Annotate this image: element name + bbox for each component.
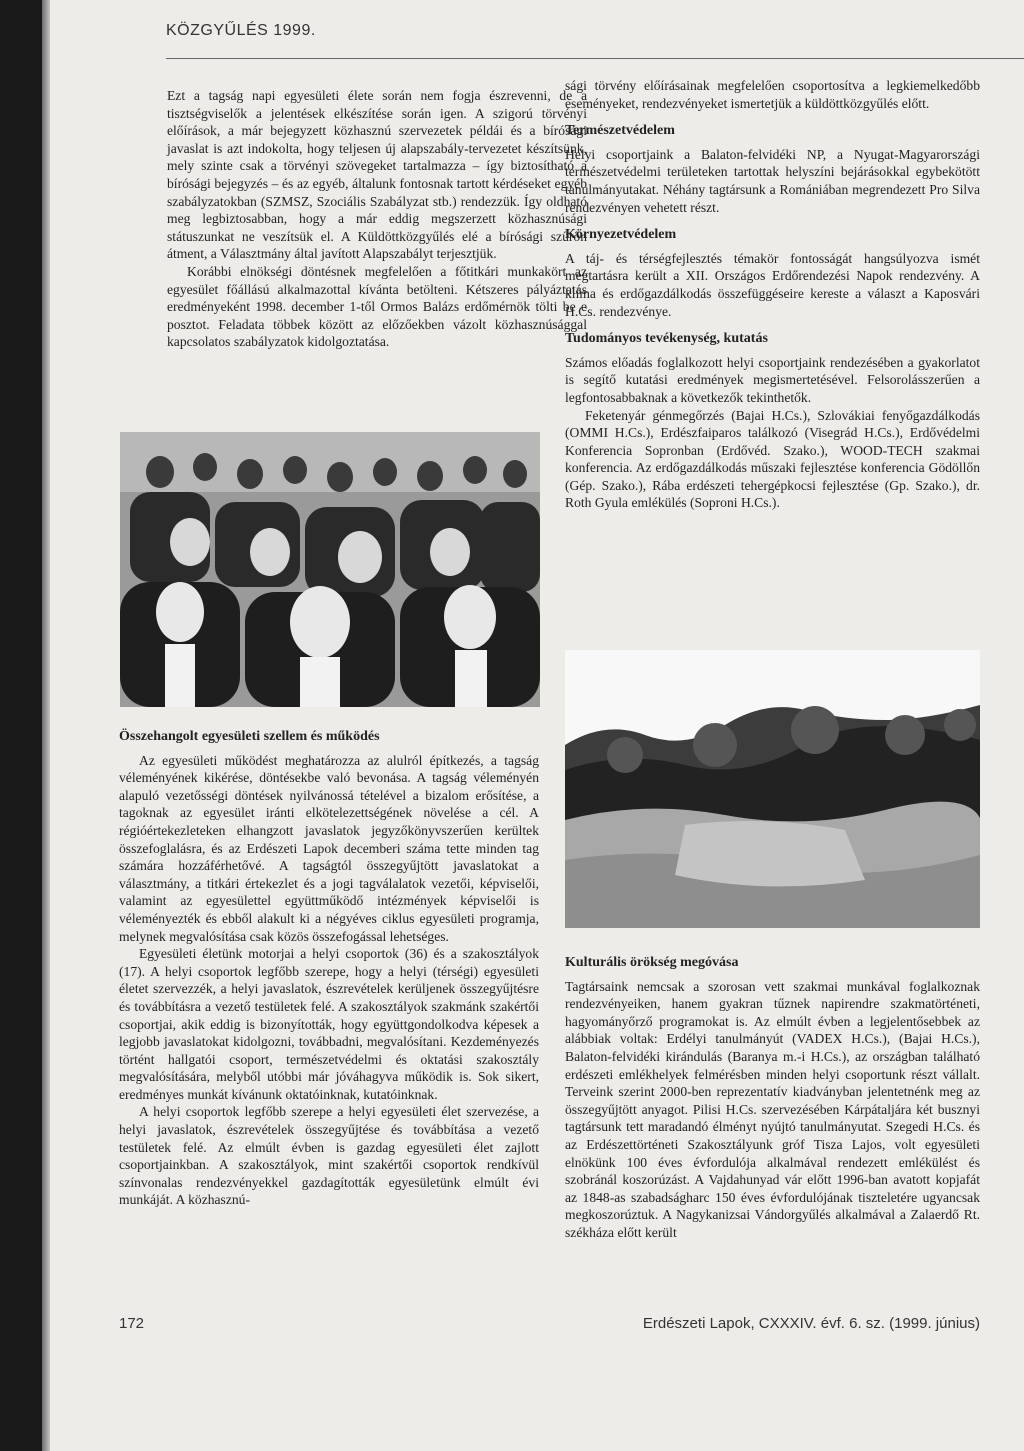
shrubland-landscape-photo <box>565 650 980 928</box>
paragraph: A helyi csoportok legfőbb szerepe a helyi egyesületi élet szervezése, a helyi javaslatok, észrevételek összegyűjtése és továbbítása a vezető testületek felé. Az elmúlt évben is gazdag egyesületi élet zajlott csoportjainkban. A szakosztályok, mint szakértői csoportok rendkívül színvonalas rendezvényekkel gazdagították egyesületünk elmúlt évi munkáját. A közhasznú- <box>119 1104 539 1208</box>
journal-citation: Erdészeti Lapok, CXXXIV. évf. 6. sz. (1999. június) <box>642 1315 980 1332</box>
section-heading: Összehangolt egyesületi szellem és működés <box>119 729 380 744</box>
paragraph: Az egyesületi működést meghatározza az alulról építkezés, a tagság véleményének kikérése, döntésekbe való bevonása. A tagság véleményén alapuló vezetősségi döntések nyilvánossá tételével a bizalom erősítése, a tagoknak az egyesület iránti elkötelezettségének növelése a cél. A régióértekezleteken elhangzott javaslatok jegyzőkönyvszerűen kerültek összefoglalásra, és az Erdészeti Lapok decemberi száma tette minden tag számára hozzáférhetővé. A tagságtól összegyűjtött javaslatokat a választmány, a titkári értekezlet és a jogi tagválalatok vezetői, képviselői, valamint az egyesülettel együttműködő intézmények képviselői is véleményezték és ebből alakult ki a négyéves ciklus egyesületi programja, melynek megvalósítása csak közös összefogással lehetséges. <box>119 752 539 944</box>
right-column-culture <box>565 944 980 1242</box>
paragraph: Tagtársaink nemcsak a szorosan vett szakmai munkával foglalkoznak rendezvényeiken, hanem gyakran tűznek napirendre szakmatörténeti, hagyományőrző programokat is. Az elmúlt évben a legjelentősebbek az alábbiak voltak: Erdélyi tanulmányút (VADEX H.Cs.), (Bajai H.Cs.), Balaton-felvidéki kirándulás (Baranya m.-i H.Cs.), az országban található erdészeti emlékhelyek felmérésben minden helyi csoportunk részt vállalt. Terveink szerint 2000-ben reprezentatív kiadványban jelentetnénk meg az összegyűjtött anyagot. Pilisi H.Cs. szervezésében Kárpátaljára két busznyi tagtársunk tett maradandó élményt nyújtó tanulmányutat. Szegedi H.Cs. és az Erdészettörténeti Szakosztályunk gróf Tisza Lajos, volt egyesületi elnökünk 100 éves évfordulója alkalmával rendezett emlékülést és szobránál koszorúzást. A Vajdahunyad vár előtt 1996-ban avatott kopjafát az 1848-as szabadságharc 150 éves évfordulójának tiszteletére ugyancsak megkoszorúztuk. A Nagykanizsai Vándorgyűlés alkalmával a Zalaerdő Rt. székháza előtt került <box>565 978 980 1240</box>
paragraph: Feketenyár génmegőrzés (Bajai H.Cs.), Szlovákiai fenyőgazdálkodás (OMMI H.Cs.), Erdészfaiparos találkozó (Visegrád H.Cs.), Erdővédelmi Konferencia Sopronban (Erdővéd. Szako.), WOOD-TECH szakmai konferencia. Az erdőgazdálkodás műszaki fejlesztése konferencia Gödöllőn (Gép. Szako.), Rába erdészeti tehergépkocsi fejlesztése (Gp. Szako.), dr. Roth Gyula emlékülés (Soproni H.Cs.). <box>565 407 980 511</box>
paragraph: Számos előadás foglalkozott helyi csoportjaink rendezésében a gyakorlatot is segítő kutatási eredmények megismertetésével. Felsorolásszerűen a legfontosabbaknak a következők tekinthetők. <box>565 354 980 405</box>
paragraph: sági törvény előírásainak megfelelően csoportosítva a legkiemelkedőbb eseményeket, rendezvényeket ismertetjük a küldöttközgyűlés előtt. <box>565 78 980 111</box>
left-column-intro <box>167 87 587 351</box>
left-column-section <box>119 718 539 1209</box>
paragraph: Egyesületi életünk motorjai a helyi csoportok (36) és a szakosztályok (17). A helyi csoportok legfőbb szerepe, hogy a helyi (térségi) egyesületi életet szervezzék, a helyi javaslatok, észrevételek kerüljenek összegyűjtésre és továbbításra a vezető testületek felé. A szakosztályok szakmánk szakértői csoportjai, akik eddig is bizonyították, hogy együttgondolkodva képesek a legjobb javaslatokat kidolgozni, továbbadni, megvalósítani. Kezdeményezés történt hallgatói csoport, természetvédelmi és oktatási szakosztály megvalósítására, melyből utóbbi már jóváhagyva működik is. Sok sikert, eredményes munkát kívánunk oktatóinknak, kutatóinknak. <box>119 946 539 1102</box>
paragraph: A táj- és térségfejlesztés témakör fontosságát hangsúlyozva ismét megtartásra került a XII. Országos Erdőrendezési Napok rendezvény. A klíma és erdőgazdálkodás összefüggéseire kereste a választ a Kaposvári H.Cs. rendezvénye. <box>565 250 980 319</box>
section-heading: Tudományos tevékenység, kutatás <box>565 331 768 347</box>
right-column-top <box>565 77 980 512</box>
section-heading: Környezetvédelem <box>565 227 677 243</box>
running-title: KÖZGYŰLÉS 1999. <box>166 22 316 39</box>
section-heading: Természetvédelem <box>565 123 675 139</box>
page-number: 172 <box>119 1315 145 1332</box>
paragraph: Ezt a tagság napi egyesületi élete során nem fogja észrevenni, de a tisztségviselők a jelentések elkészítése során igen. A szigorú törvényi előírások, a már bejegyzett közhasznú szervezetek példái és a bírósági javaslat is azt indokolta, hogy teljesen új alapszabály-tervezetet készítsünk, mely szinte csak a törvényi szövegeket tartalmazza – így biztosítható a bírósági bejegyzés – és az egyéb, általunk fontosnak tartott kérdéseket egyéb szabályzatokban (SZMSZ, Szociális Szabályzat stb.) rendezzük. Így oldható meg legbiztosabban, hogy a már eddig megszerzett közhasznúsági státuszunkat ne veszítsük el. A Küldöttközgyűlés elé a bírósági szűrőn átment, a Választmány által javított Alapszabályt terjesztjük. <box>167 88 587 262</box>
header-rule <box>166 58 1024 59</box>
paragraph: Helyi csoportjaink a Balaton-felvidéki NP, a Nyugat-Magyarországi természetvédelmi területeken tartottak helyszíni bejárásokkal egybekötött tanulmányutakat. Néhány tagtársunk a Romániában megrendezett Pro Silva rendezvényen vehetett részt. <box>565 146 980 215</box>
section-heading: Kulturális örökség megóvása <box>565 955 739 970</box>
conference-audience-photo <box>120 432 540 707</box>
paragraph: Korábbi elnökségi döntésnek megfelelően a főtitkári munkakört az egyesület főállású alkalmazottal kívánta betölteni. Kétszeres pályáztatás eredményeként 1998. december 1-től Ormos Balázs erdőmérnök tölti be e posztot. Feladata többek között az előzőekben vázolt közhasznúsággal kapcsolatos szabályzatok kidolgoztatása. <box>167 263 587 350</box>
